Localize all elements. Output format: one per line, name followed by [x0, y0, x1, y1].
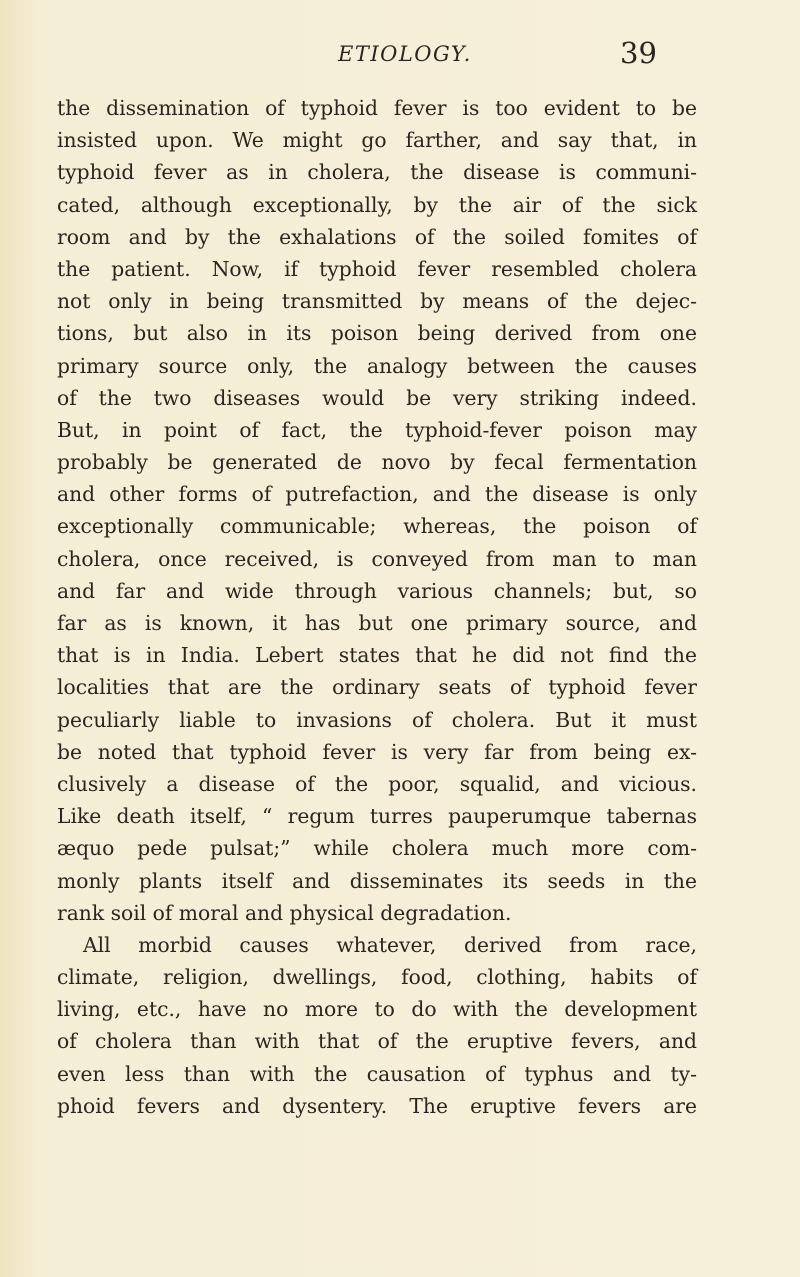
text-line: even less than with the causation of typhus and ty-: [57, 1061, 697, 1086]
text-line: tions, but also in its poison being derived from one: [57, 321, 697, 346]
text-line: climate, religion, dwellings, food, clothing, habits of: [57, 965, 697, 990]
text-line: cholera, once received, is conveyed from man to man: [57, 546, 697, 571]
text-line: All morbid causes whatever, derived from race,: [83, 932, 697, 957]
text-line: æquo pede pulsat;” while cholera much more com-: [57, 836, 697, 861]
text-line: living, etc., have no more to do with the development: [57, 997, 697, 1022]
text-line: clusively a disease of the poor, squalid, and vicious.: [57, 771, 697, 796]
text-line: monly plants itself and disseminates its seeds in the: [57, 868, 697, 893]
text-line: not only in being transmitted by means of the dejec-: [57, 289, 697, 314]
body-text: [57, 92, 697, 1122]
text-line: and other forms of putrefaction, and the disease is only: [57, 482, 697, 507]
text-line: localities that are the ordinary seats of typhoid fever: [57, 675, 697, 700]
text-line: that is in India. Lebert states that he did not find the: [57, 643, 697, 668]
page-number: 39: [620, 36, 657, 70]
text-line: phoid fevers and dysentery. The eruptive fevers are: [57, 1093, 697, 1118]
text-line: insisted upon. We might go farther, and say that, in: [57, 128, 697, 153]
text-line: rank soil of moral and physical degradation.: [57, 900, 512, 925]
text-line: primary source only, the analogy between the causes: [57, 353, 697, 378]
text-line: typhoid fever as in cholera, the disease is communi-: [57, 160, 697, 185]
text-line: of the two diseases would be very striking indeed.: [57, 385, 697, 410]
text-line: and far and wide through various channels; but, so: [57, 578, 697, 603]
text-line: room and by the exhalations of the soiled fomites of: [57, 224, 697, 249]
text-line: cated, although exceptionally, by the air of the sick: [57, 192, 697, 217]
running-head: ETIOLOGY.: [338, 42, 472, 66]
text-line: the patient. Now, if typhoid fever resembled cholera: [57, 256, 697, 281]
text-line: far as is known, it has but one primary source, and: [57, 611, 697, 635]
text-line: the dissemination of typhoid fever is too evident to be: [57, 96, 697, 120]
text-line: of cholera than with that of the eruptive fevers, and: [57, 1029, 697, 1054]
text-line: peculiarly liable to invasions of cholera. But it must: [57, 707, 697, 732]
text-line: But, in point of fact, the typhoid-fever poison may: [57, 417, 697, 442]
text-line: Like death itself, “ regum turres pauperumque tabernas: [57, 804, 697, 829]
text-line: exceptionally communicable; whereas, the poison of: [57, 514, 697, 539]
text-line: be noted that typhoid fever is very far from being ex-: [57, 739, 697, 764]
text-line: probably be generated de novo by fecal fermentation: [57, 450, 697, 475]
page-header: [0, 36, 800, 82]
